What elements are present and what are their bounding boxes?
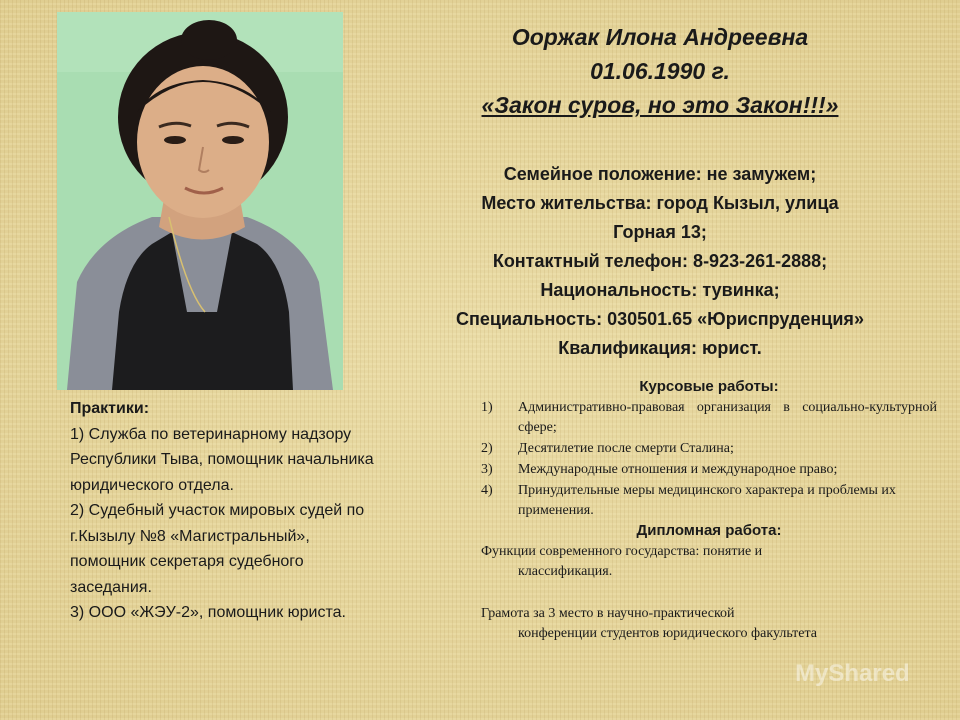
coursework-item bbox=[481, 398, 937, 438]
practice-line: заседания. bbox=[70, 578, 152, 596]
residence-line-1: Место жительства: город Кызыл, улица bbox=[481, 193, 839, 213]
specialty: Специальность: 030501.65 «Юриспруденция» bbox=[456, 309, 864, 329]
portrait-illustration bbox=[57, 12, 343, 390]
coursework-text: Принудительные меры медицинского характера и проблемы их применения. bbox=[518, 483, 896, 518]
diploma-line-2: классификация. bbox=[518, 564, 613, 579]
personal-info bbox=[400, 160, 920, 363]
practice-section bbox=[70, 396, 450, 626]
award-line-1: Грамота за 3 место в научно-практической bbox=[481, 606, 735, 621]
motto: «Закон суров, но это Закон!!!» bbox=[481, 92, 839, 118]
watermark: MyShared bbox=[795, 660, 910, 687]
header bbox=[400, 20, 920, 122]
practice-line: помощник секретаря судебного bbox=[70, 553, 304, 570]
practice-line: 1) Служба по ветеринарному надзору bbox=[70, 425, 352, 443]
coursework-item bbox=[481, 481, 937, 521]
nationality: Национальность: тувинка; bbox=[540, 280, 780, 300]
practice-line: юридического отдела. bbox=[70, 476, 234, 494]
coursework-item bbox=[481, 460, 937, 480]
award-line-2: конференции студентов юридического факультета bbox=[518, 626, 818, 641]
practice-line: 3) ООО «ЖЭУ-2», помощник юриста. bbox=[70, 604, 346, 621]
practice-title: Практики: bbox=[70, 400, 150, 417]
diploma-work bbox=[481, 542, 937, 582]
coursework-text: Десятилетие после смерти Сталина; bbox=[518, 441, 734, 456]
coursework-number: 2) bbox=[481, 441, 493, 456]
qualification: Квалификация: юрист. bbox=[558, 338, 762, 358]
birth-date: 01.06.1990 г. bbox=[590, 58, 730, 84]
diploma-line-1: Функции современного государства: понятие и bbox=[481, 544, 763, 559]
portrait-photo bbox=[57, 12, 343, 390]
person-name: Ооржак Илона Андреевна bbox=[511, 24, 809, 50]
coursework-number: 3) bbox=[481, 462, 493, 477]
coursework-number: 4) bbox=[481, 483, 493, 498]
practice-line: 2) Судебный участок мировых судей по bbox=[70, 502, 365, 519]
practice-line: Республики Тыва, помощник начальника bbox=[70, 451, 374, 468]
coursework-text: Административно-правовая организация в социально-культурной сфере; bbox=[518, 400, 937, 435]
coursework-text: Международные отношения и международное право; bbox=[518, 462, 838, 477]
award bbox=[481, 604, 937, 644]
diploma-title: Дипломная работа: bbox=[636, 522, 782, 539]
coursework-title: Курсовые работы: bbox=[639, 378, 779, 395]
residence-line-2: Горная 13; bbox=[613, 222, 707, 242]
contact-phone: Контактный телефон: 8-923-261-2888; bbox=[492, 251, 828, 271]
coursework-number: 1) bbox=[481, 400, 493, 415]
practice-line: г.Кызылу №8 «Магистральный», bbox=[70, 527, 310, 545]
coursework-section bbox=[481, 377, 937, 644]
marital-status: Семейное положение: не замужем; bbox=[503, 164, 817, 184]
coursework-item bbox=[481, 439, 937, 459]
